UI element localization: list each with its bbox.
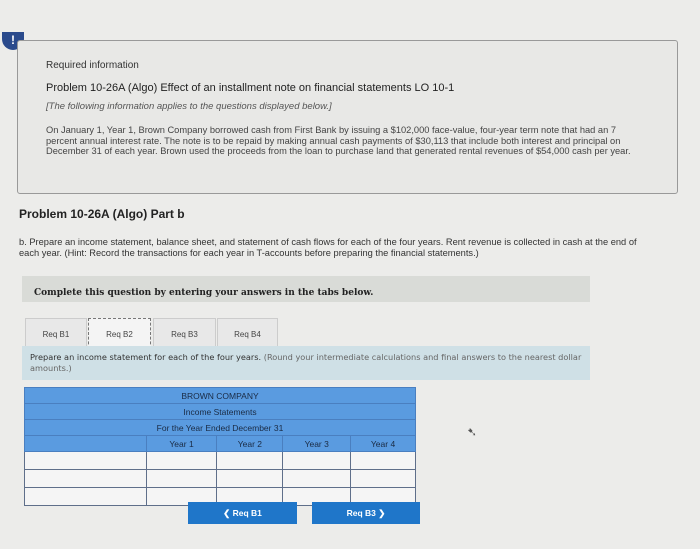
- row-label-input[interactable]: [25, 488, 146, 505]
- alert-icon: !: [2, 32, 24, 50]
- year-1-input[interactable]: [147, 470, 217, 487]
- company-name: BROWN COMPANY: [25, 388, 416, 404]
- tab-req-b3[interactable]: Req B3: [153, 318, 216, 349]
- col-year-2: Year 2: [217, 436, 283, 452]
- instruction-note: (Round your intermediate calculations and final answers to the nearest dollar amounts.): [30, 352, 582, 373]
- table-row: [25, 470, 416, 488]
- problem-body: On January 1, Year 1, Brown Company borrowed cash from First Bank by issuing a $102,000 face-value, four-year term note that had an 7 percent annual interest rate. The note is to be repaid by making annual cash payments of $30,113 that include both interest and principal on December 31 of each year. Brown used the proceeds from the loan to purchase land that generated rental revenues of $54,000 cash per year.: [46, 125, 631, 157]
- year-2-input[interactable]: [217, 452, 282, 469]
- year-2-input[interactable]: [217, 470, 282, 487]
- tab-req-b2[interactable]: Req B2: [88, 318, 151, 349]
- statement-period: For the Year Ended December 31: [25, 420, 416, 436]
- instruction-text: Prepare an income statement for each of the four years.: [30, 352, 262, 362]
- year-3-input[interactable]: [283, 470, 350, 487]
- problem-title: Problem 10-26A (Algo) Effect of an installment note on financial statements LO 10-1: [46, 82, 455, 94]
- year-4-input[interactable]: [351, 452, 415, 469]
- part-title: Problem 10-26A (Algo) Part b: [19, 207, 185, 221]
- table-row: [25, 452, 416, 470]
- mouse-cursor-icon: ➷: [467, 425, 478, 439]
- info-subtitle: [The following information applies to the questions displayed below.]: [46, 101, 332, 112]
- info-heading: Required information: [46, 60, 139, 71]
- year-4-input[interactable]: [351, 470, 415, 487]
- year-1-input[interactable]: [147, 452, 217, 469]
- col-year-1: Year 1: [146, 436, 217, 452]
- complete-instruction-bar: Complete this question by entering your answers in the tabs below.: [22, 276, 590, 302]
- part-text: b. Prepare an income statement, balance sheet, and statement of cash flows for each of the four years. Rent revenue is collected in cash at the end of each year. (Hint: Record the transactions for each year in T-accounts before preparing the financial statements.): [19, 237, 637, 258]
- required-information-box: [17, 40, 678, 194]
- col-year-4: Year 4: [351, 436, 416, 452]
- next-req-b3-button[interactable]: Req B3 ❯: [312, 502, 420, 524]
- prev-req-b1-button[interactable]: ❮ Req B1: [188, 502, 297, 524]
- tab-req-b4[interactable]: Req B4: [217, 318, 278, 349]
- row-label-input[interactable]: [25, 452, 146, 469]
- statement-name: Income Statements: [25, 404, 416, 420]
- row-label-input[interactable]: [25, 470, 146, 487]
- year-3-input[interactable]: [283, 452, 350, 469]
- col-year-3: Year 3: [283, 436, 351, 452]
- instruction-box: [22, 346, 590, 380]
- tab-req-b1[interactable]: Req B1: [25, 318, 87, 349]
- header-blank: [25, 436, 147, 452]
- income-statement-table: [24, 387, 416, 506]
